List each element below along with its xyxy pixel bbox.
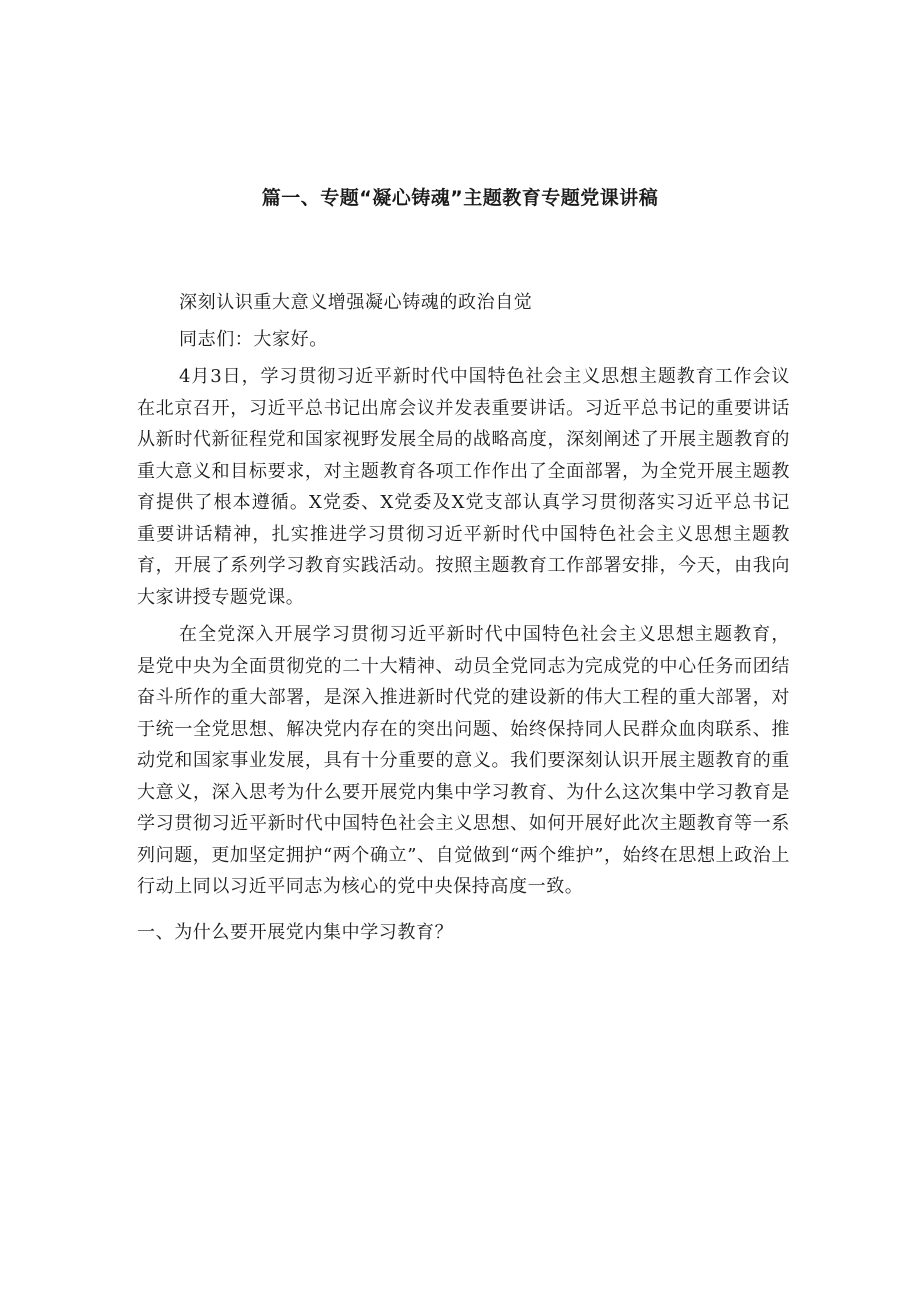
document-title: 篇一、专题“凝心铸魂”主题教育专题党课讲稿 xyxy=(261,187,659,209)
document-body xyxy=(137,287,790,948)
paragraph-2: 在全党深入开展学习贯彻习近平新时代中国特色社会主义思想主题教育，是党中央为全面贯彻党的二十大精神、动员全党同志为完成党的中心任务而团结奋斗所作的重大部署，是深入推进新时代党的建设新的伟大工程的重大部署，对于统一全党思想、解决党内存在的突出问题、始终保持同人民群众血肉联系、推动党和国家事业发展，具有十分重要的意义。我们要深刻认识开展主题教育的重大意义，深入思考为什么要开展党内集中学习教育、为什么这次集中学习教育是学习贯彻习近平新时代中国特色社会主义思想、如何开展好此次主题教育等一系列问题，更加坚定拥护“两个确立”、自觉做到“两个维护”，始终在思想上政治上行动上同以习近平同志为核心的党中央保持高度一致。 xyxy=(137,624,791,897)
subtitle-line: 深刻认识重大意义增强凝心铸魂的政治自觉 xyxy=(179,292,533,313)
section-heading: 一、为什么要开展党内集中学习教育？ xyxy=(137,921,454,943)
greeting-line: 同志们：大家好。 xyxy=(179,328,328,350)
paragraph-1: 4月3日，学习贯彻习近平新时代中国特色社会主义思想主题教育工作会议在北京召开，习近平总书记出席会议并发表重要讲话。习近平总书记的重要讲话从新时代新征程党和国家视野发展全局的战略高度，深刻阐述了开展主题教育的重大意义和目标要求，对主题教育各项工作作出了全面部署，为全党开展主题教育提供了根本遵循。X党委、X党委及X党支部认真学习贯彻落实习近平总书记重要讲话精神，扎实推进学习贯彻习近平新时代中国特色社会主义思想主题教育，开展了系列学习教育实践活动。按照主题教育工作部署安排，今天，由我向大家讲授专题党课。 xyxy=(137,366,790,608)
